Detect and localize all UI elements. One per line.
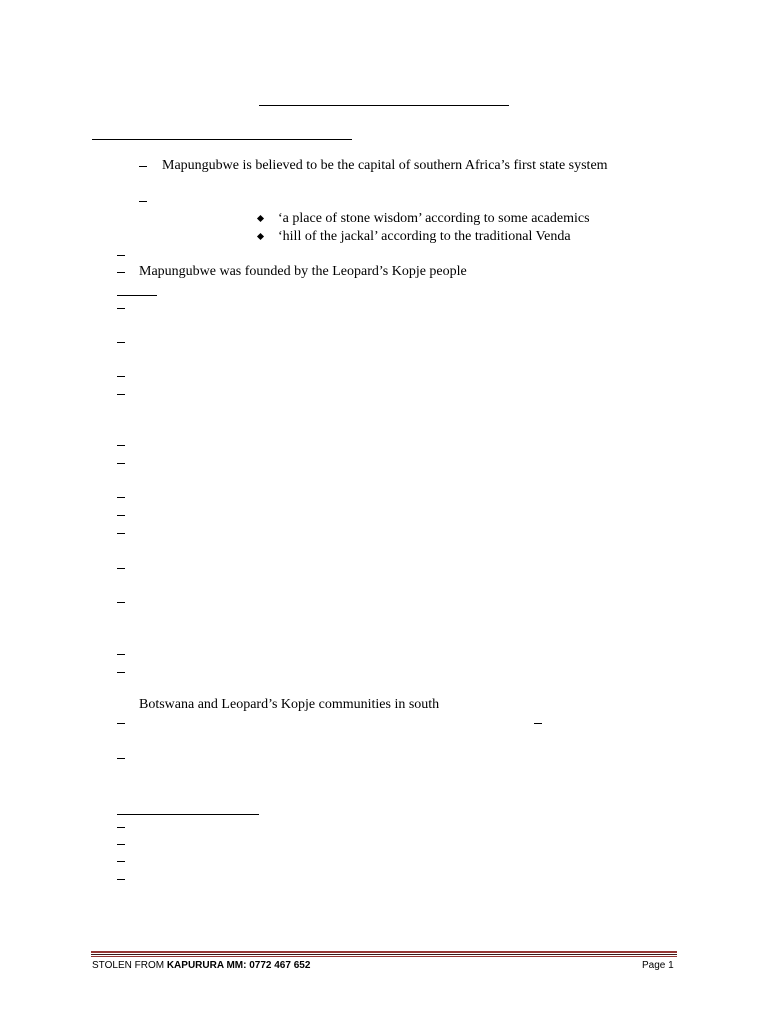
diamond-bullet-icon xyxy=(257,233,264,240)
bullet-dash xyxy=(117,272,125,273)
bullet-dash xyxy=(139,201,147,202)
bullet-dash xyxy=(117,861,125,862)
bullet-dash xyxy=(117,463,125,464)
bullet-dash xyxy=(117,827,125,828)
footer-rule-lower xyxy=(91,956,677,957)
bullet-dash xyxy=(117,568,125,569)
bullet-dash xyxy=(117,394,125,395)
bullet-dash xyxy=(117,758,125,759)
bullet-text-capital: Mapungubwe is believed to be the capital of southern Africa’s first state system xyxy=(162,158,608,173)
bullet-dash xyxy=(117,445,125,446)
footer-credit xyxy=(92,960,310,972)
bullet-dash xyxy=(117,255,125,256)
bullet-dash xyxy=(117,844,125,845)
diamond-bullet-icon xyxy=(257,215,264,222)
bullet-dash xyxy=(117,342,125,343)
bullet-dash xyxy=(117,533,125,534)
section-heading-underline xyxy=(92,139,352,140)
bullet-dash xyxy=(117,497,125,498)
bullet-dash xyxy=(117,602,125,603)
subheading-underline xyxy=(117,814,259,815)
bullet-dash xyxy=(139,166,147,167)
footer-rule-thin xyxy=(91,954,677,955)
bullet-text-founded: Mapungubwe was founded by the Leopard’s Kopje people xyxy=(139,264,467,279)
bullet-dash xyxy=(117,879,125,880)
meaning-stone-wisdom: ‘a place of stone wisdom’ according to some academics xyxy=(278,211,590,226)
bullet-dash xyxy=(534,723,542,724)
title-underline xyxy=(259,105,509,106)
footer-rule xyxy=(91,951,677,953)
footer-prefix: STOLEN FROM xyxy=(92,960,167,971)
bullet-dash xyxy=(117,672,125,673)
meaning-hill-of-jackal: ‘hill of the jackal’ according to the traditional Venda xyxy=(278,229,571,244)
bullet-dash xyxy=(117,308,125,309)
body-text-botswana: Botswana and Leopard’s Kopje communities in south xyxy=(139,697,440,712)
footer-author: KAPURURA MM: 0772 467 652 xyxy=(166,960,311,971)
bullet-dash xyxy=(117,376,125,377)
subheading-underline xyxy=(117,295,157,296)
bullet-dash xyxy=(117,515,125,516)
bullet-dash xyxy=(117,654,125,655)
footer-page-number: Page 1 xyxy=(642,960,674,971)
bullet-dash xyxy=(117,723,125,724)
